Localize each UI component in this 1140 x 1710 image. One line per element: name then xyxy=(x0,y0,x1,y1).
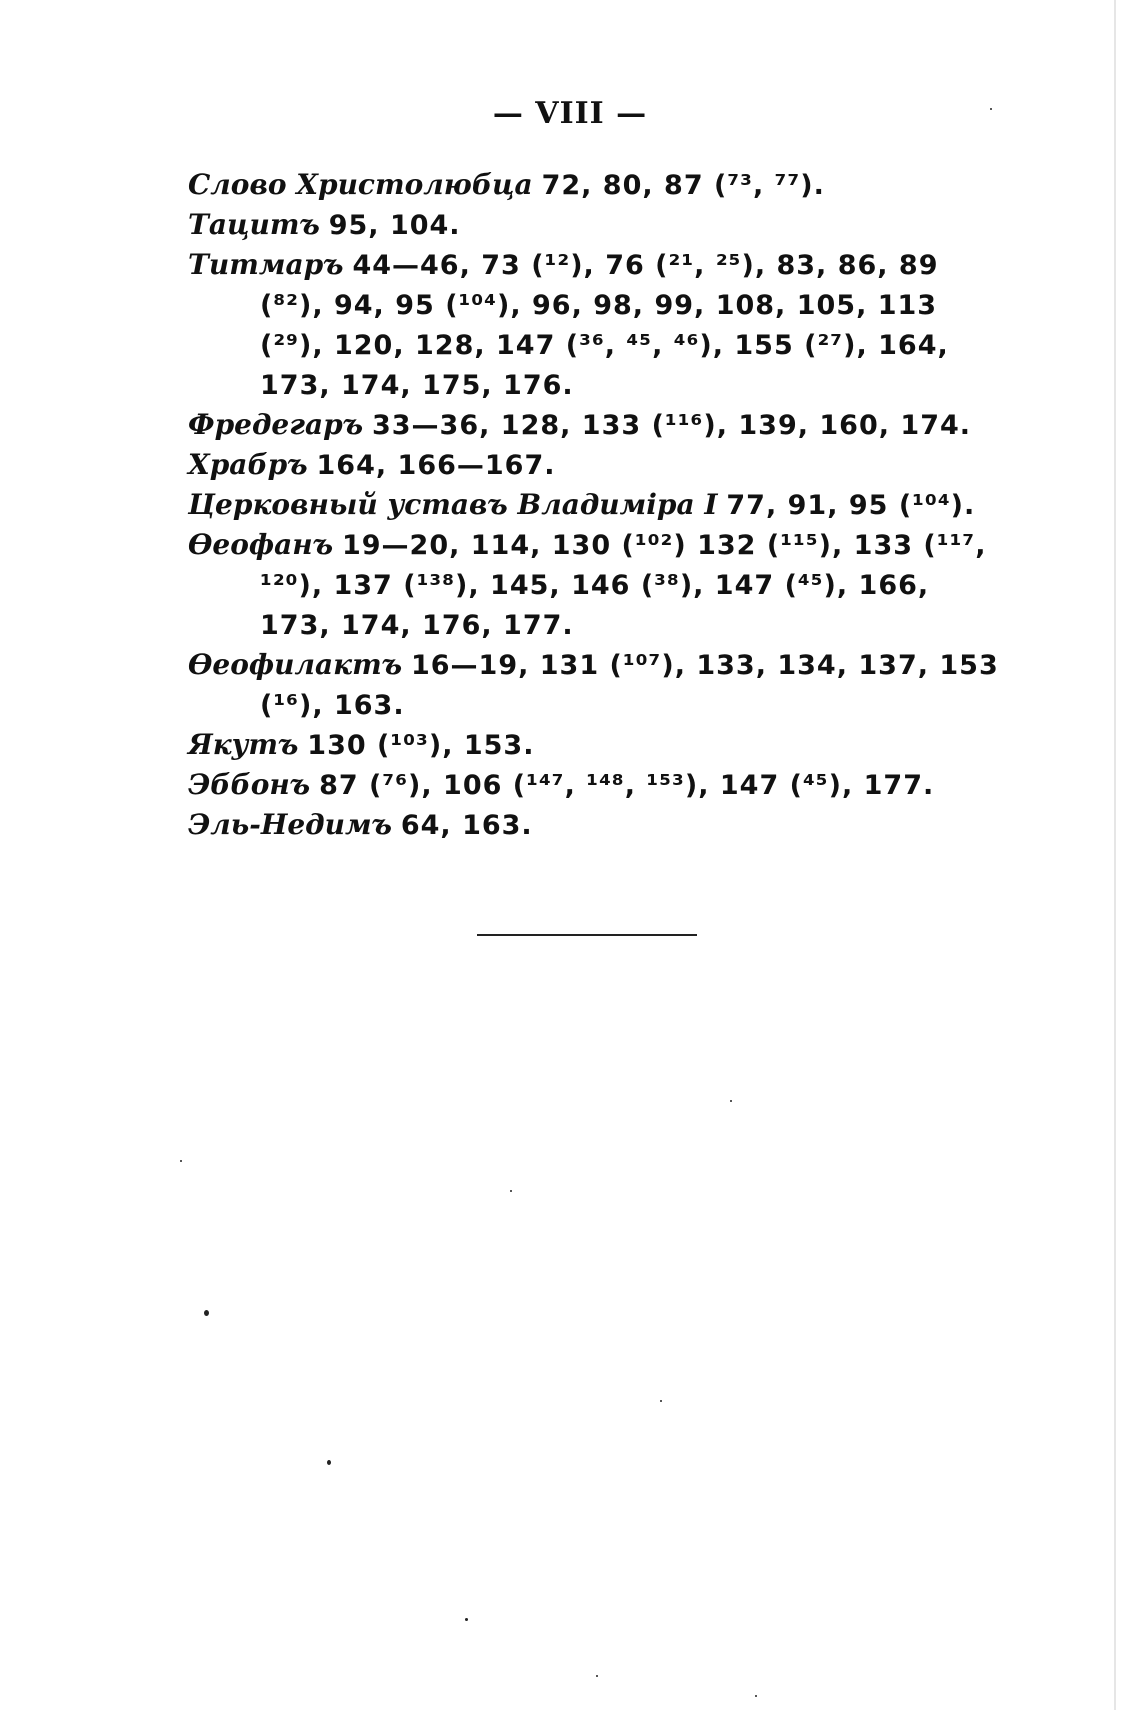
entry-name: Слово Христолюбца xyxy=(188,168,533,201)
scan-speck xyxy=(510,1190,512,1192)
entry-name: Фредегаръ xyxy=(188,408,364,441)
index-entry xyxy=(188,165,1008,205)
index-entry xyxy=(188,485,1008,525)
index-entry xyxy=(188,245,1008,405)
scan-speck xyxy=(465,1618,468,1621)
entry-refs: 130 (¹⁰³), 153. xyxy=(307,730,535,761)
entry-name: Церковный уставъ Владиміра I xyxy=(188,488,718,521)
scan-speck xyxy=(730,1100,732,1102)
entry-name: Титмаръ xyxy=(188,248,344,281)
entry-refs: 64, 163. xyxy=(400,810,533,841)
entry-name: Храбръ xyxy=(188,448,308,481)
entry-name: Тацитъ xyxy=(188,208,320,241)
page-number: — VIII — xyxy=(492,96,648,131)
index-entry xyxy=(188,725,1008,765)
entry-name: Эббонъ xyxy=(188,768,311,801)
index-entry xyxy=(188,445,1008,485)
section-divider xyxy=(477,934,697,936)
entry-name: Эль-Недимъ xyxy=(188,808,392,841)
entry-name: Өеофанъ xyxy=(188,528,334,561)
index-entry xyxy=(188,405,1008,445)
entry-refs: 72, 80, 87 (⁷³, ⁷⁷). xyxy=(541,170,825,201)
scan-speck xyxy=(660,1400,662,1402)
index-entry xyxy=(188,205,1008,245)
scan-speck xyxy=(204,1310,209,1316)
entry-refs: 87 (⁷⁶), 106 (¹⁴⁷, ¹⁴⁸, ¹⁵³), 147 (⁴⁵), 177. xyxy=(319,770,935,801)
entry-refs: 77, 91, 95 (¹⁰⁴). xyxy=(726,490,976,521)
entry-name: Якутъ xyxy=(188,728,299,761)
entry-refs: 33—36, 128, 133 (¹¹⁶), 139, 160, 174. xyxy=(371,410,972,441)
scan-speck xyxy=(180,1160,182,1162)
scan-speck xyxy=(596,1675,598,1677)
scan-speck xyxy=(755,1695,757,1697)
entry-name: Өеофилактъ xyxy=(188,648,403,681)
scan-speck xyxy=(990,108,992,110)
entry-refs: 44—46, 73 (¹²), 76 (²¹, ²⁵), 83, 86, 89 (⁸²), 94, 95 (¹⁰⁴), 96, 98, 99, 108, 105, 113 (²⁹), 120, 128, 147 (³⁶, ⁴⁵, ⁴⁶), 155 (²⁷), 164, 173, 174, 175, 176. xyxy=(260,250,949,401)
index-entry xyxy=(188,805,1008,845)
entry-refs: 16—19, 131 (¹⁰⁷), 133, 134, 137, 153 (¹⁶), 163. xyxy=(260,650,999,721)
index-list xyxy=(188,165,1008,845)
index-entry xyxy=(188,525,1008,645)
index-entry xyxy=(188,765,1008,805)
scan-speck xyxy=(327,1460,331,1465)
page-edge xyxy=(1114,0,1116,1710)
entry-refs: 164, 166—167. xyxy=(316,450,556,481)
index-entry xyxy=(188,645,1008,725)
entry-refs: 19—20, 114, 130 (¹⁰²) 132 (¹¹⁵), 133 (¹¹⁷, ¹²⁰), 137 (¹³⁸), 145, 146 (³⁸), 147 (⁴⁵), 166, 173, 174, 176, 177. xyxy=(260,530,987,641)
entry-refs: 95, 104. xyxy=(328,210,461,241)
